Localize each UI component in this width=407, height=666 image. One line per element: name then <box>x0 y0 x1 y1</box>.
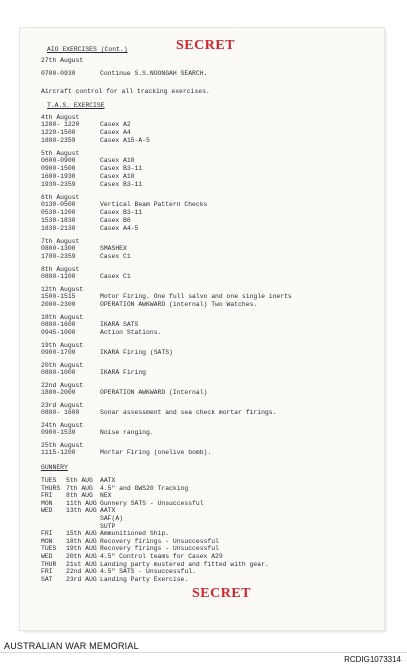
gunnery-day: FRI <box>41 492 53 500</box>
entry-text: Vertical Beam Pattern Checks <box>100 201 208 208</box>
gunnery-text: AATX <box>100 507 116 515</box>
entry-date: 7th August <box>41 238 80 245</box>
entry-time: 0800-1300 <box>41 245 76 252</box>
entry-time: 0600-0900 <box>41 157 76 164</box>
gunnery-text: 4.5" SATS - Unsuccessful. <box>100 568 196 576</box>
entry-time: 1930-2359 <box>41 181 76 188</box>
entry-text: Casex B3-11 <box>100 209 143 216</box>
entry-text: OPERATION AWKWARD (internal) Two Watches. <box>100 301 258 308</box>
entry-date: 22nd August <box>41 382 84 389</box>
entry-text: Casex A2 <box>100 121 131 128</box>
entry-time: 1115-1200 <box>41 449 76 456</box>
gunnery-text: NEX <box>100 492 112 500</box>
gunnery-date: 13th AUG <box>66 507 97 515</box>
entry-text: Casex B3-11 <box>100 165 143 172</box>
gunnery-text: 4.5" and GWS20 Tracking <box>100 484 189 492</box>
entry-text: Action Stations. <box>100 329 162 336</box>
gunnery-date: 7th AUG <box>66 484 93 492</box>
entry-text: Motor Firing. One full salvo and one single inerts <box>100 293 292 300</box>
entry-text: Casex C1 <box>100 273 131 280</box>
entry-time: 1700-2359 <box>41 253 76 260</box>
gunnery-text: SUTP <box>100 522 116 530</box>
secret-stamp-bottom: SECRET <box>192 586 252 601</box>
entry-date: 12th August <box>41 286 84 293</box>
entry-time: 0800-1100 <box>41 273 76 280</box>
gunnery-date: 5th AUG <box>66 477 93 484</box>
gunnery-day: MON <box>41 499 53 507</box>
entry-text: OPERATION AWKWARD (Internal) <box>100 389 208 396</box>
gunnery-text: AATX <box>100 477 116 484</box>
entry-time: 0800- 1600 <box>41 409 80 416</box>
entry-text: Casex B6 <box>100 217 131 224</box>
gunnery-date: 11th AUG <box>66 499 97 507</box>
gunnery-date: 15th AUG <box>66 530 97 538</box>
section-header: T.A.S. EXERCISE <box>47 102 105 109</box>
entry-date: 25th August <box>41 442 84 449</box>
entry-time: 1200- 1220 <box>41 121 80 128</box>
entry-text: Casex A15-A-5 <box>100 137 150 144</box>
entry-text: Mortar Firing (onelive bomb). <box>100 449 212 456</box>
gunnery-text: 4.5" Control teams for Casex A29 <box>100 553 223 560</box>
entry-date: 18th August <box>41 314 84 321</box>
secret-stamp-top: SECRET <box>176 38 236 53</box>
gunnery-text: Gunnery SATS - Unsuccessful <box>100 499 204 507</box>
entry-date: 19th August <box>41 342 84 349</box>
entry-time: 0530-1200 <box>41 209 76 216</box>
gunnery-text: Landing party mustered and fitted with gear. <box>100 560 269 568</box>
entry-time: 1500-1515 <box>41 293 76 300</box>
gunnery-date: 21st AUG <box>66 560 97 568</box>
gunnery-text: Recovery firings - Unsuccessful <box>100 537 219 545</box>
entry-date: 5th August <box>41 150 80 157</box>
entry-date: 23rd August <box>41 402 84 409</box>
section-note: Aircraft control for all tracking exercises. <box>41 88 210 95</box>
gunnery-text: SAF(A) <box>100 515 124 522</box>
gunnery-day: WED <box>41 553 53 560</box>
gunnery-day: SAT <box>41 575 53 583</box>
entry-text: Casex A10 <box>100 173 135 180</box>
gunnery-date: 19th AUG <box>66 545 97 553</box>
entry-time: 0900-1530 <box>41 429 76 436</box>
entry-time: 1830-2130 <box>41 225 76 232</box>
entry-date: 8th August <box>41 266 80 273</box>
entry-date: 6th August <box>41 194 80 201</box>
entry-text: IKARA SATS <box>100 321 139 328</box>
entry-text: Casex A10 <box>100 157 135 164</box>
gunnery-day: FRI <box>41 568 53 576</box>
entry-time: 0900-1500 <box>41 165 76 172</box>
gunnery-day: WED <box>41 507 53 515</box>
gunnery-day: THURS <box>41 484 61 492</box>
gunnery-date: 20th AUG <box>66 553 97 560</box>
entry-text: Noise ranging. <box>100 429 154 436</box>
entry-time: 0700-0930 <box>41 70 76 77</box>
footer-institution: AUSTRALIAN WAR MEMORIAL <box>4 641 139 651</box>
entry-time: 0800-1600 <box>41 321 76 328</box>
entry-time: 1800-2359 <box>41 137 76 144</box>
entry-date: 20th August <box>41 362 84 369</box>
gunnery-date: 22nd AUG <box>66 568 97 576</box>
entry-time: 0900-1700 <box>41 349 76 356</box>
entry-text: IKARA Firing <box>100 369 147 376</box>
gunnery-text: Ammunitioned Ship. <box>100 530 170 538</box>
entry-time: 0945-1000 <box>41 329 76 336</box>
entry-text: Casex A4 <box>100 129 131 136</box>
entry-time: 1530-1830 <box>41 217 76 224</box>
entry-text: Casex C1 <box>100 253 131 260</box>
gunnery-day: TUES <box>41 545 57 553</box>
entry-time: 1600-1930 <box>41 173 76 180</box>
entry-time: 1800-2000 <box>41 389 76 396</box>
entry-time: 0130-0500 <box>41 201 76 208</box>
entry-date: 27th August <box>41 57 84 64</box>
entry-text: Sonar assessment and sea check mortar firings. <box>100 409 277 416</box>
gunnery-date: 8th AUG <box>66 492 93 500</box>
gunnery-day: TUES <box>41 477 57 484</box>
section-header: GUNNERY <box>41 464 68 471</box>
gunnery-date: 18th AUG <box>66 537 97 545</box>
gunnery-date: 23rd AUG <box>66 575 97 583</box>
entry-text: Continue S.S.NOONGAH SEARCH. <box>100 70 208 77</box>
entry-text: SMASHEX <box>100 245 127 252</box>
entry-date: 24th August <box>41 422 84 429</box>
footer-divider <box>0 652 407 653</box>
gunnery-day: MON <box>41 537 53 545</box>
entry-time: 1220-1500 <box>41 129 76 136</box>
gunnery-day: FRI <box>41 530 53 538</box>
entry-text: Casex A4-5 <box>100 225 139 232</box>
footer-reference: RCDIG1073314 <box>344 655 401 664</box>
gunnery-text: Recovery firings - Unsuccessful <box>100 545 219 553</box>
entry-text: Casex B3-11 <box>100 181 143 188</box>
entry-date: 4th August <box>41 114 80 121</box>
gunnery-day: THUR <box>41 560 57 568</box>
entry-text: IKARA Firing (SATS) <box>100 349 173 356</box>
gunnery-text: Landing Party Exercise. <box>100 575 189 583</box>
entry-time: 2000-2300 <box>41 301 76 308</box>
section-header: AIO EXERCISES (Cont.) <box>47 46 128 53</box>
entry-time: 0800-1000 <box>41 369 76 376</box>
